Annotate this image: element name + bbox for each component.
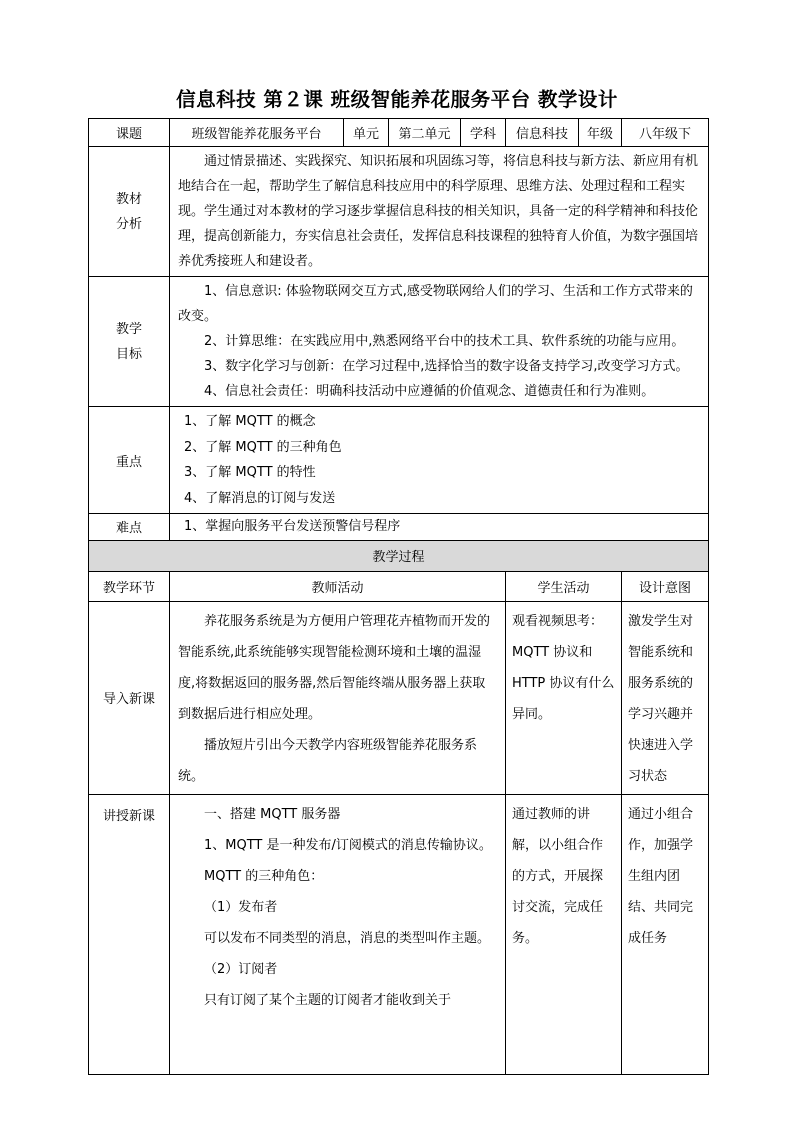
intro-student-text: 观看视频思考：MQTT 协议和 HTTP 协议有什么异同。 (512, 613, 615, 722)
goals-list (170, 277, 709, 407)
lecture-teacher-line: （1）发布者 (204, 899, 278, 915)
intro-teacher-text: 播放短片引出今天教学内容班级智能养花服务系统。 (178, 737, 478, 784)
lecture-teacher-line: （2）订阅者 (204, 961, 278, 977)
goals-label: 教学 目标 (89, 277, 170, 407)
subject-label: 学科 (461, 119, 506, 147)
analysis-label: 教材 分析 (89, 147, 170, 277)
difficulty-label: 难点 (89, 514, 170, 541)
unit-value: 第二单元 (389, 119, 461, 147)
column-header-teacher: 教师活动 (170, 571, 506, 601)
key-point-item: 4、了解消息的订阅与发送 (184, 490, 336, 506)
intro-intent-text: 激发学生对智能系统和服务系统的学习兴趣并快速进入学习状态 (628, 613, 694, 784)
intro-stage-label: 导入新课 (89, 601, 170, 794)
process-columns-row (89, 571, 709, 601)
key-point-item: 3、了解 MQTT 的特性 (184, 465, 316, 480)
lecture-student-cell (506, 794, 622, 1074)
lecture-intent-text: 通过小组合作，加强学生组内团结、共同完成任务 (628, 806, 694, 946)
process-header-row (89, 540, 709, 571)
process-header: 教学过程 (89, 540, 709, 571)
goal-item: 3、数字化学习与创新：在学习过程中,选择恰当的数字设备支持学习,改变学习方式。 (204, 359, 689, 374)
lesson-plan-table (88, 118, 709, 1075)
lecture-teacher-line: 一、搭建 MQTT 服务器 (204, 806, 341, 822)
lecture-intent-cell (622, 794, 709, 1074)
key-points-label: 重点 (89, 407, 170, 514)
topic-label: 课题 (89, 119, 170, 147)
intro-student-cell (506, 601, 622, 794)
column-header-intent: 设计意图 (622, 571, 709, 601)
goals-row (89, 277, 709, 407)
intro-teacher-cell (170, 601, 506, 794)
analysis-text-cell (170, 147, 709, 277)
subject-value: 信息科技 (506, 119, 579, 147)
goal-item: 1、信息意识: 体验物联网交互方式,感受物联网给人们的学习、生活和工作方式带来的改变。 (178, 284, 693, 324)
grade-label: 年级 (579, 119, 622, 147)
key-points-row (89, 407, 709, 514)
lecture-stage-label: 讲授新课 (89, 794, 170, 1074)
key-point-item: 2、了解 MQTT 的三种角色 (184, 439, 342, 455)
difficulty-text: 1、掌握向服务平台发送预警信号程序 (184, 519, 401, 534)
key-point-item: 1、了解 MQTT 的概念 (184, 414, 316, 429)
column-header-stage: 教学环节 (89, 571, 170, 601)
lecture-teacher-cell (170, 794, 506, 1074)
difficulty-row (89, 514, 709, 541)
unit-label: 单元 (344, 119, 389, 147)
intro-row (89, 601, 709, 794)
key-points-list (170, 407, 709, 514)
grade-value: 八年级下 (622, 119, 709, 147)
difficulty-cell (170, 514, 709, 541)
lecture-teacher-line: 只有订阅了某个主题的订阅者才能收到关于 (204, 992, 452, 1008)
lecture-teacher-line: 可以发布不同类型的消息，消息的类型叫作主题。 (204, 930, 491, 946)
header-row (89, 119, 709, 147)
analysis-text: 通过情景描述、实践探究、知识拓展和巩固练习等，将信息科技与新方法、新应用有机地结合在一起，帮助学生了解信息科技应用中的科学原理、思维方法、处理过程和工程实现。学生通过对本教材的学习逐步掌握信息科技的相关知识，具备一定的科学精神和科技伦理，提高创新能力，夯实信息社会责任，发挥信息科技课程的独特育人价值，为数字强国培养优秀接班人和建设者。 (178, 154, 699, 269)
goal-item: 4、信息社会责任：明确科技活动中应遵循的价值观念、道德责任和行为准则。 (204, 384, 655, 399)
lecture-teacher-line: MQTT 的三种角色： (204, 868, 324, 884)
analysis-row (89, 147, 709, 277)
intro-teacher-text: 养花服务系统是为方便用户管理花卉植物而开发的智能系统,此系统能够实现智能检测环境和土壤的温湿度,将数据返回的服务器,然后智能终端从服务器上获取到数据后进行相应处理。 (178, 613, 491, 722)
lecture-teacher-line: 1、MQTT 是一种发布/订阅模式的消息传输协议。 (204, 837, 492, 853)
goal-item: 2、计算思维：在实践应用中,熟悉网络平台中的技术工具、软件系统的功能与应用。 (204, 334, 685, 349)
lecture-student-text: 通过教师的讲解，以小组合作的方式，开展探讨交流，完成任务。 (512, 806, 604, 946)
lecture-row (89, 794, 709, 1074)
topic-value: 班级智能养花服务平台 (170, 119, 344, 147)
intro-intent-cell (622, 601, 709, 794)
document-title: 信息科技 第２课 班级智能养花服务平台 教学设计 (176, 88, 618, 111)
column-header-student: 学生活动 (506, 571, 622, 601)
